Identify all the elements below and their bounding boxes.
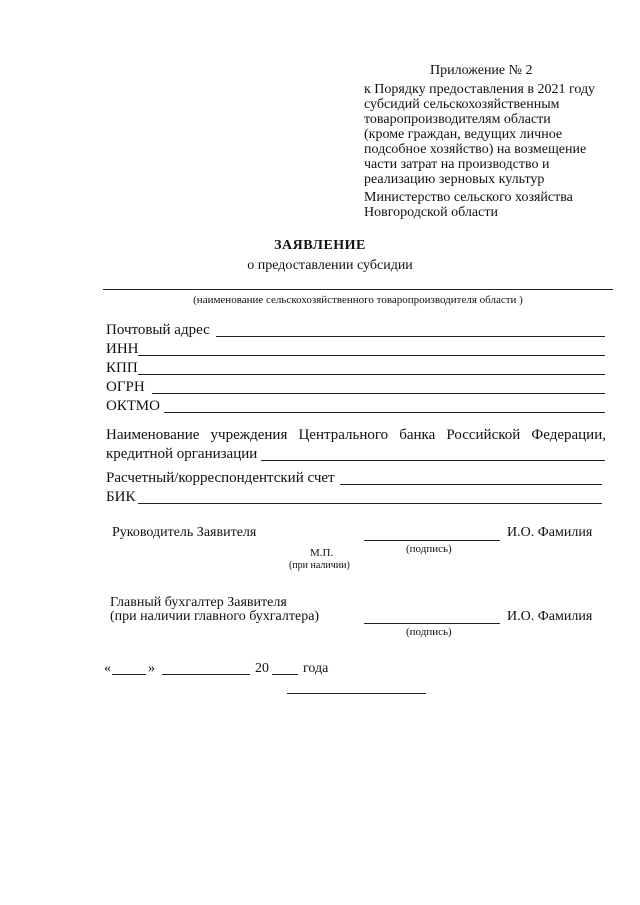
date-year-field[interactable] <box>272 674 298 675</box>
oktmo-label: ОКТМО <box>106 398 160 414</box>
bik-field[interactable] <box>138 503 602 504</box>
appendix-line: части затрат на производство и <box>364 157 550 172</box>
appendix-line: субсидий сельскохозяйственным <box>364 97 560 112</box>
kpp-label: КПП <box>106 360 138 376</box>
date-close-quote: » <box>148 661 155 676</box>
postal-address-label: Почтовый адрес <box>106 322 210 338</box>
accountant-signature-caption: (подпись) <box>406 626 452 638</box>
recipient-line: Новгородской области <box>364 205 498 220</box>
document-subtitle: о предоставлении субсидии <box>247 258 413 273</box>
head-signature-caption: (подпись) <box>406 543 452 555</box>
applicant-name-line[interactable] <box>103 289 613 290</box>
date-day-field[interactable] <box>112 674 146 675</box>
stamp-label: М.П. <box>310 547 334 559</box>
appendix-line: реализацию зерновых культур <box>364 172 545 187</box>
date-open-quote: « <box>104 661 111 676</box>
accountant-label-line1: Главный бухгалтер Заявителя <box>110 595 287 610</box>
head-name: И.О. Фамилия <box>507 525 593 540</box>
date-year-prefix: 20 <box>255 661 269 676</box>
kpp-field[interactable] <box>138 374 605 375</box>
bank-label-line2: кредитной организации <box>106 446 258 462</box>
ogrn-label: ОГРН <box>106 379 145 395</box>
date-year-suffix: года <box>303 661 329 676</box>
bik-label: БИК <box>106 489 136 505</box>
appendix-title: Приложение № 2 <box>430 63 533 78</box>
recipient <box>364 190 624 220</box>
oktmo-field[interactable] <box>164 412 605 413</box>
postal-address-field[interactable] <box>216 336 605 337</box>
accountant-label-line2: (при наличии главного бухгалтера) <box>110 609 320 624</box>
closing-line <box>287 693 426 694</box>
inn-label: ИНН <box>106 341 139 357</box>
stamp-note: (при наличии) <box>289 560 350 571</box>
accountant-signature-line[interactable] <box>364 623 500 624</box>
head-label: Руководитель Заявителя <box>112 525 257 540</box>
ogrn-field[interactable] <box>152 393 605 394</box>
bank-field[interactable] <box>261 460 605 461</box>
recipient-line: Министерство сельского хозяйства <box>364 190 573 205</box>
appendix-line: (кроме граждан, ведущих личное <box>364 127 563 142</box>
date-month-field[interactable] <box>162 674 250 675</box>
head-signature-line[interactable] <box>364 540 500 541</box>
account-label: Расчетный/корреспондентский счет <box>106 470 335 486</box>
appendix-line: товаропроизводителям области <box>364 112 551 127</box>
account-field[interactable] <box>340 484 602 485</box>
appendix-line: к Порядку предоставления в 2021 году <box>364 82 596 97</box>
accountant-name: И.О. Фамилия <box>507 609 593 624</box>
document-title: ЗАЯВЛЕНИЕ <box>274 238 366 253</box>
inn-field[interactable] <box>138 355 605 356</box>
applicant-caption: (наименование сельскохозяйственного товаропроизводителя области ) <box>193 294 523 306</box>
appendix-text <box>364 82 624 187</box>
bank-label-line1: Наименование учреждения Центрального банка Российской Федерации, <box>106 427 606 443</box>
appendix-line: подсобное хозяйство) на возмещение <box>364 142 587 157</box>
